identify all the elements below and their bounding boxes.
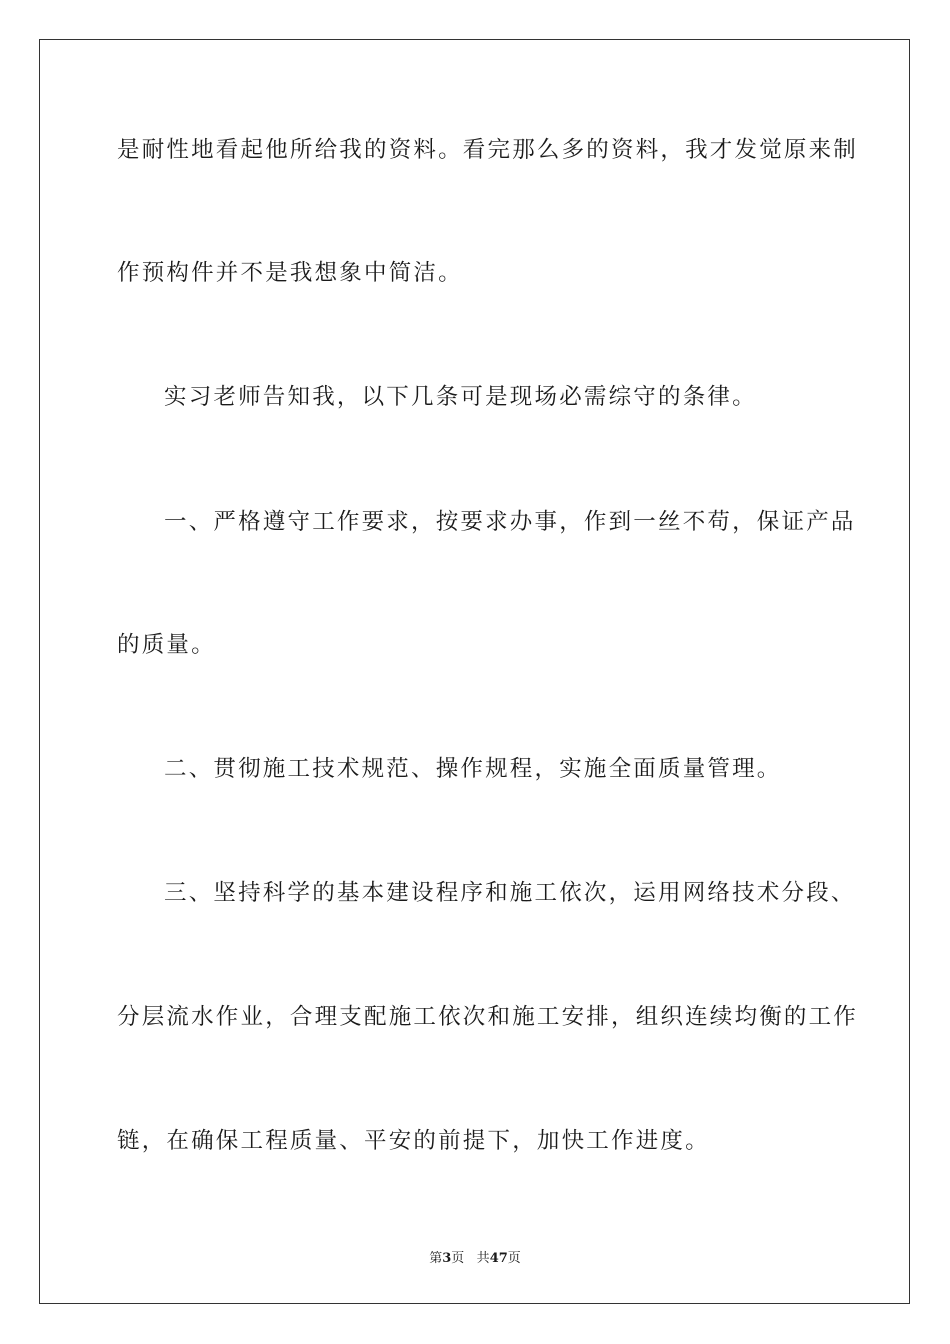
total-suffix: 页 <box>507 1251 521 1266</box>
page-number: 3 <box>442 1251 452 1266</box>
text-line-1: 是耐性地看起他所给我的资料。看完那么多的资料，我才发觉原来制 <box>117 137 859 163</box>
text-line-2: 作预构件并不是我想象中简洁。 <box>117 260 463 286</box>
page-frame <box>39 39 910 1304</box>
rule-3-line-2: 分层流水作业，合理支配施工依次和施工安排，组织连续均衡的工作 <box>117 1004 859 1030</box>
paragraph-intro: 实习老师告知我，以下几条可是现场必需综守的条律。 <box>164 384 757 410</box>
rule-3-line-1: 三、坚持科学的基本建设程序和施工依次，运用网络技术分段、 <box>164 880 856 906</box>
rule-1-line-1: 一、严格遵守工作要求，按要求办事，作到一丝不苟，保证产品 <box>164 509 856 535</box>
rule-3-line-3: 链，在确保工程质量、平安的前提下，加快工作进度。 <box>117 1128 710 1154</box>
rule-2: 二、贯彻施工技术规范、操作规程，实施全面质量管理。 <box>164 756 782 782</box>
page-suffix: 页 <box>451 1251 465 1266</box>
total-pages: 47 <box>489 1251 508 1266</box>
total-prefix: 共 <box>476 1251 490 1266</box>
page-prefix: 第 <box>429 1251 443 1266</box>
rule-1-line-2: 的质量。 <box>117 632 216 658</box>
page-footer <box>0 1247 950 1266</box>
